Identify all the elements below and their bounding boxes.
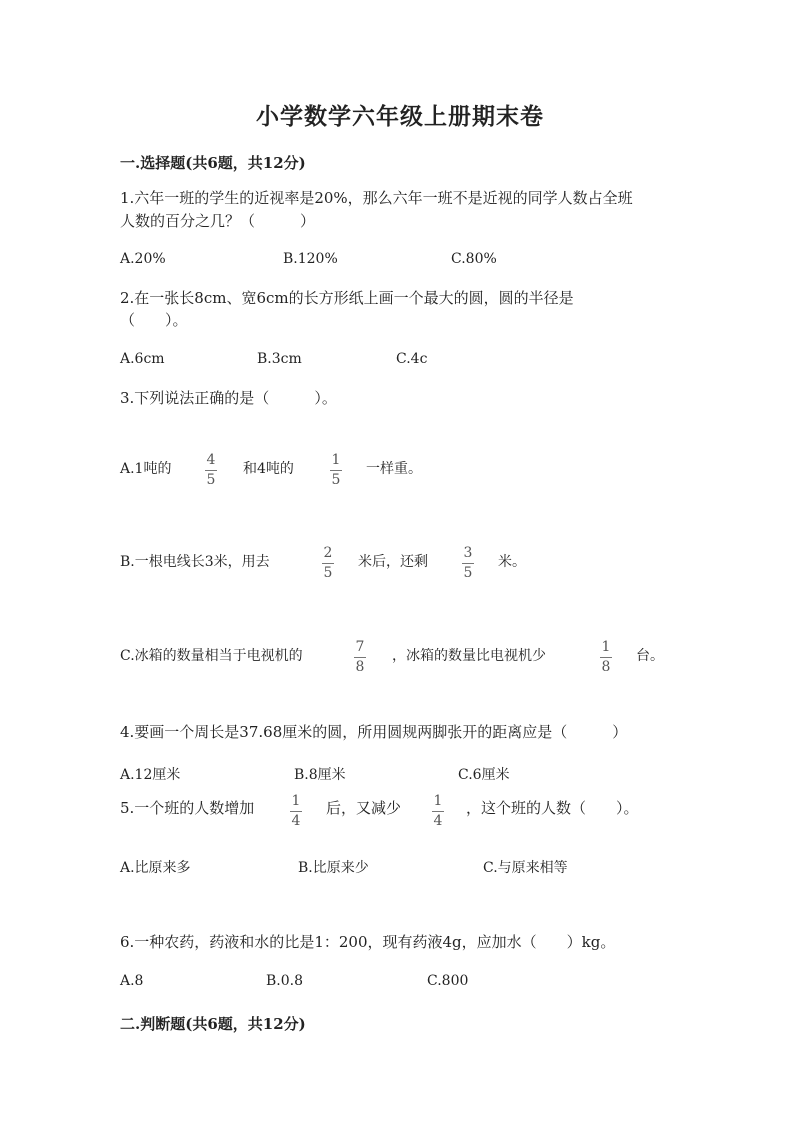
question-1-option-c: C.80% — [451, 251, 497, 267]
question-3-option-c-fraction-2 — [599, 639, 613, 675]
question-1-line-2: 人数的百分之几？（ ） — [120, 212, 316, 230]
fraction-bar — [290, 811, 302, 812]
question-4-text: 4.要画一个周长是37.68厘米的圆，所用圆规两脚张开的距离应是（ ） — [120, 723, 628, 741]
question-5-fraction-2 — [431, 793, 445, 829]
question-1-line-1: 1.六年一班的学生的近视率是20%，那么六年一班不是近视的同学人数占全班 — [120, 189, 633, 207]
question-2-line-2: （ ）。 — [120, 311, 188, 329]
question-5-option-a: A.比原来多 — [120, 860, 191, 876]
fraction-numerator: 4 — [206, 452, 216, 468]
question-3-option-c-part-3: 台。 — [636, 648, 664, 664]
question-1-option-a: A.20% — [120, 251, 166, 267]
section-heading-multiple-choice: 一.选择题(共6题，共12分) — [120, 154, 306, 172]
section-heading-true-false: 二.判断题(共6题，共12分) — [120, 1015, 306, 1033]
question-4-option-c: C.6厘米 — [458, 767, 510, 783]
question-4-option-b: B.8厘米 — [294, 767, 346, 783]
question-5-part-3: ，这个班的人数（ ）。 — [466, 799, 639, 817]
fraction-bar — [462, 563, 474, 564]
fraction-bar — [432, 811, 444, 812]
question-6-option-b: B.0.8 — [266, 973, 304, 989]
question-3-option-b-fraction-1 — [321, 545, 335, 581]
question-3-option-a-part-1: A.1吨的 — [120, 461, 172, 477]
fraction-bar — [354, 657, 366, 658]
fraction-numerator: 7 — [355, 639, 365, 655]
fraction-denominator: 4 — [433, 813, 443, 829]
question-3-option-c-fraction-1 — [353, 639, 367, 675]
question-2-option-c: C.4c — [396, 351, 428, 367]
fraction-bar — [322, 563, 334, 564]
question-3-option-b-part-1: B.一根电线长3米，用去 — [120, 554, 270, 570]
question-5-part-2: 后，又减少 — [326, 799, 402, 817]
question-4-option-a: A.12厘米 — [120, 767, 181, 783]
question-3-option-b-part-3: 米。 — [498, 554, 526, 570]
question-5-part-1: 5.一个班的人数增加 — [120, 799, 255, 817]
question-3-option-b-part-2: 米后，还剩 — [358, 554, 428, 570]
fraction-numerator: 1 — [291, 793, 301, 809]
question-3-option-a-fraction-1 — [204, 452, 218, 488]
fraction-numerator: 3 — [463, 545, 473, 561]
fraction-numerator: 1 — [331, 452, 341, 468]
question-6-option-a: A.8 — [120, 973, 144, 989]
question-5-option-b: B.比原来少 — [298, 860, 369, 876]
fraction-denominator: 5 — [463, 565, 473, 581]
question-5-fraction-1 — [289, 793, 303, 829]
fraction-denominator: 5 — [206, 472, 216, 488]
question-5-option-c: C.与原来相等 — [483, 860, 568, 876]
fraction-numerator: 1 — [601, 639, 611, 655]
page-title: 小学数学六年级上册期末卷 — [256, 103, 544, 130]
question-6-option-c: C.800 — [427, 973, 469, 989]
question-3-option-a-part-2: 和4吨的 — [243, 461, 294, 477]
fraction-denominator: 5 — [323, 565, 333, 581]
fraction-denominator: 8 — [355, 659, 365, 675]
question-3-option-a-part-3: 一样重。 — [366, 461, 422, 477]
question-3-option-c-part-1: C.冰箱的数量相当于电视机的 — [120, 648, 303, 664]
question-2-option-a: A.6cm — [120, 351, 165, 367]
question-6-text: 6.一种农药，药液和水的比是1：200，现有药液4g，应加水（ ）kg。 — [120, 933, 616, 951]
fraction-bar — [205, 470, 217, 471]
question-2-option-b: B.3cm — [257, 351, 302, 367]
fraction-bar — [330, 470, 342, 471]
question-2-line-1: 2.在一张长8cm、宽6cm的长方形纸上画一个最大的圆，圆的半径是 — [120, 289, 574, 307]
question-3-option-c-part-2: ，冰箱的数量比电视机少 — [392, 648, 546, 664]
fraction-denominator: 5 — [331, 472, 341, 488]
fraction-numerator: 1 — [433, 793, 443, 809]
fraction-denominator: 4 — [291, 813, 301, 829]
question-3-option-a-fraction-2 — [329, 452, 343, 488]
fraction-denominator: 8 — [601, 659, 611, 675]
question-1-option-b: B.120% — [283, 251, 338, 267]
question-3-text: 3.下列说法正确的是（ ）。 — [120, 389, 337, 407]
fraction-bar — [600, 657, 612, 658]
question-3-option-b-fraction-2 — [461, 545, 475, 581]
fraction-numerator: 2 — [323, 545, 333, 561]
